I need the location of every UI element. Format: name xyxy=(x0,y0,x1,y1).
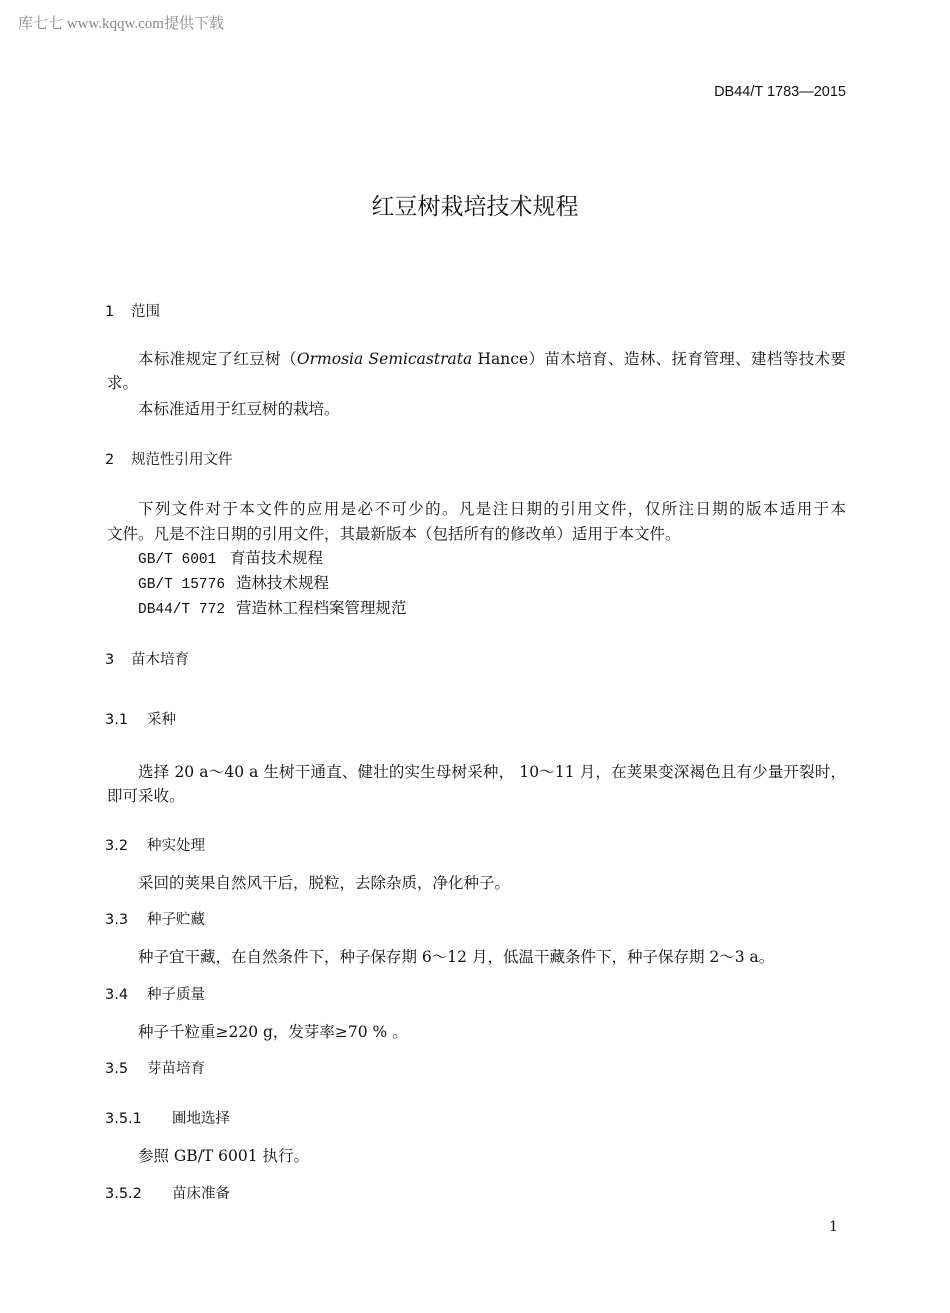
section-1-heading xyxy=(105,302,160,322)
section-number: 3.5.1 xyxy=(105,1111,142,1127)
paragraph-line: 本标准适用于红豆树的栽培。 xyxy=(138,400,340,418)
section-3-3-heading xyxy=(105,910,205,930)
section-title: 规范性引用文件 xyxy=(131,452,233,468)
section-title: 种子质量 xyxy=(147,987,205,1003)
text: Hance）苗木培育、造林、抚育管理、建档等技术要 xyxy=(472,350,846,368)
text: 本标准规定了红豆树（ xyxy=(138,350,297,368)
paragraph-line: 种子宜干藏，在自然条件下，种子保存期 6～12 月，低温干藏条件下，种子保存期 2～3 a。 xyxy=(138,948,775,966)
section-title: 芽苗培育 xyxy=(147,1061,205,1077)
section-title: 种实处理 xyxy=(147,838,205,854)
paragraph-line: 求。 xyxy=(107,374,139,392)
paragraph-line: 选择 20 a～40 a 生树干通直、健壮的实生母树采种， 10～11 月，在荚果变深褐色且有少量开裂时， xyxy=(138,763,846,781)
paragraph-line: 种子千粒重≥220 g，发芽率≥70 % 。 xyxy=(138,1023,408,1041)
section-number: 3 xyxy=(105,652,115,668)
section-3-4-heading xyxy=(105,985,205,1005)
section-3-5-1-heading xyxy=(105,1109,230,1129)
section-number: 3.2 xyxy=(105,838,129,854)
section-title: 苗床准备 xyxy=(172,1186,230,1202)
paragraph-line: 文件。凡是不注日期的引用文件，其最新版本（包括所有的修改单）适用于本文件。 xyxy=(107,525,681,543)
paragraph-line: 即可采收。 xyxy=(107,787,185,805)
section-number: 3.5 xyxy=(105,1061,129,1077)
section-title: 范围 xyxy=(131,304,160,320)
paragraph-line: 参照 GB/T 6001 执行。 xyxy=(138,1147,310,1165)
section-3-2-heading xyxy=(105,836,205,856)
reference-name: 营造林工程档案管理规范 xyxy=(236,599,407,617)
section-title: 苗木培育 xyxy=(131,652,189,668)
reference-name: 造林技术规程 xyxy=(236,574,330,592)
section-title: 采种 xyxy=(147,712,176,728)
paragraph-line xyxy=(138,349,846,369)
paragraph-line: 下列文件对于本文件的应用是必不可少的。凡是注日期的引用文件，仅所注日期的版本适用于本 xyxy=(138,500,846,518)
section-number: 3.4 xyxy=(105,987,129,1003)
reference-item xyxy=(138,598,407,620)
reference-item xyxy=(138,573,329,595)
section-title: 圃地选择 xyxy=(172,1111,230,1127)
section-3-1-heading xyxy=(105,710,176,730)
watermark: 库七七 www.kqqw.com提供下载 xyxy=(18,16,224,32)
paragraph-line: 采回的荚果自然风干后，脱粒，去除杂质，净化种子。 xyxy=(138,874,511,892)
page-number: 1 xyxy=(829,1219,838,1235)
section-number: 3.3 xyxy=(105,912,129,928)
document-number: DB44/T 1783—2015 xyxy=(714,84,846,100)
section-3-5-2-heading xyxy=(105,1184,230,1204)
latin-name: Ormosia Semicastrata xyxy=(296,350,473,368)
section-3-5-heading xyxy=(105,1059,205,1079)
section-number: 1 xyxy=(105,304,115,320)
section-number: 3.5.2 xyxy=(105,1186,142,1202)
reference-code: GB/T 6001 xyxy=(138,552,217,568)
section-3-heading xyxy=(105,650,189,670)
section-number: 3.1 xyxy=(105,712,129,728)
document-title: 红豆树栽培技术规程 xyxy=(371,194,579,220)
reference-code: DB44/T 772 xyxy=(138,602,226,618)
section-2-heading xyxy=(105,450,233,470)
reference-name: 育苗技术规程 xyxy=(230,549,324,567)
reference-item xyxy=(138,548,323,570)
section-title: 种子贮藏 xyxy=(147,912,205,928)
reference-code: GB/T 15776 xyxy=(138,577,226,593)
section-number: 2 xyxy=(105,452,115,468)
